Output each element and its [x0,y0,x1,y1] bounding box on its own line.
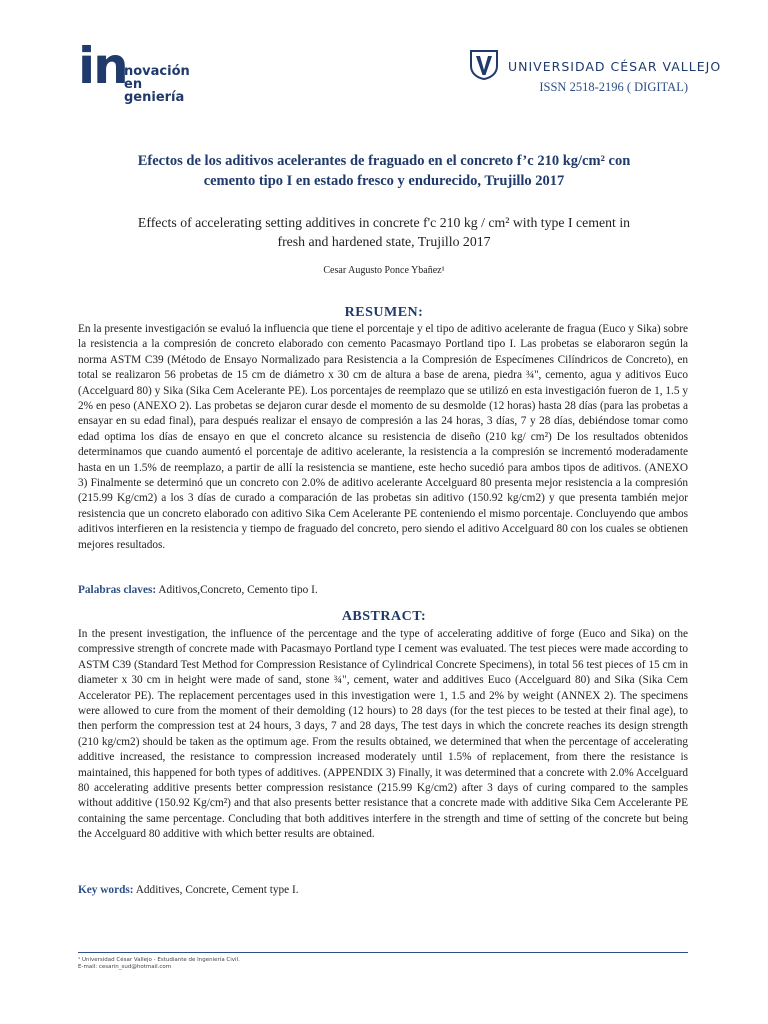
issn: ISSN 2518-2196 ( DIGITAL) [539,80,688,94]
journal-logo [78,37,208,105]
footnote-divider [78,952,688,953]
resumen-heading: RESUMEN: [344,305,424,320]
journal-logo-line2: geniería [124,90,185,105]
footnote-line1: ¹ Universidad César Vallejo - Estudiante de Ingeniería Civil. [78,957,240,963]
keywords-spanish [78,584,688,596]
footnote [78,957,240,971]
resumen-text: En la presente investigación se evaluó la influencia que tiene el porcentaje y el tipo de aditivo acelerante de fragua (Euco y Sika) sobre la resistencia a la compresión de concreto elaborado con cemento Pacasmayo Portland tipo I. Las probetas se elaboraron según la norma ASTM C39 (Método de Ensayo Normalizado para Resistencia a la Compresión de Especímenes Cilíndricos de Concreto), en total se realizaron 56 probetas de 15 cm de diámetro x 30 cm de altura a base de arena, piedra ¾'', cemento, agua y aditivos Euco (Accelguard 80) y Sika (Sika Cem Acelerante PE). Los porcentajes de reemplazo que se utilizó en esta investigación fueron de 1, 1.5 y 2% en peso (ANEXO 2). Las probetas se dejaron curar desde el momento de su desmolde (12 horas) hasta 28 días (para las probetas a ensayar en su edad final), para después realizar el ensayo de compresión a las 24 horas, 3 días, 7 y 28 días, debiéndose tomar como edad optima los días de ensayo en que el concreto alcance su resistencia de diseño (210 kg/ cm²) De los resultados obtenidos determinamos que cuando aumentó el porcentaje de aditivo acelerante, la resistencia a la compresión se incrementó moderadamente hasta en un 1.5% de reemplazo, a partir de allí la resistencia se mantiene, este hecho sucedió para ambos tipos de aditivos. (ANEXO 3) Finalmente se determinó que un concreto con 2.0% de aditivo acelerante Accelguard 80 presenta mejor resistencia a la compresión (215.99 Kg/cm2) a los 3 días de curado a comparación de las probetas sin aditivo (150.92 kg/cm2) y que presenta también mejor resistencia que un concreto elaborado con aditivo Sika Cem Acelerante PE conteniendo el mismo porcentaje. Concluyendo que ambos aditivos interfieren en la resistencia y tiempo de fraguado del concreto, pero siendo el aditivo Accelguard 80 con los cuales se obtienen mejores resultados. [78,323,688,551]
title-spanish: Efectos de los aditivos acelerantes de fraguado en el concreto f’c 210 kg/cm² con cemento tipo I en estado fresco y endurecido, Trujillo 2017 [137,153,631,189]
keywords-english-label: Key words: [78,884,134,896]
keywords-spanish-label: Palabras claves: [78,584,157,596]
keywords-english-values: Additives, Concrete, Cement type I. [133,884,299,896]
journal-logo-line1: novación en [124,64,190,92]
author: Cesar Augusto Ponce Ybañez¹ [323,265,445,276]
journal-logo-words [124,65,208,104]
university-name: UNIVERSIDAD CÉSAR VALLEJO [508,59,722,74]
university-shield-icon [470,50,498,80]
keywords-spanish-values: Aditivos,Concreto, Cemento tipo I. [156,584,318,596]
title-english: Effects of accelerating setting additives in concrete f'c 210 kg / cm² with type I cement in fresh and hardened state, Trujillo 2017 [137,215,631,249]
abstract-heading: ABSTRACT: [341,609,427,624]
keywords-english [78,884,688,896]
abstract-text: In the present investigation, the influence of the percentage and the type of accelerating additive of forge (Euco and Sika) on the compressive strength of concrete made with Pacasmayo Portland type I cement was evaluated. The test pieces were made according to ASTM C39 (Standard Test Method for Compression Resistance of Cylindrical Concrete Specimens), in total 56 test pieces of 15 cm in diameter x 30 cm in height were made of sand, stone ¾", cement, water and additives Euco (Accelguard 80) and Sika (Sika Cem Accelerator PE). The replacement percentages used in this investigation were 1, 1.5 and 2% by weight (ANNEX 2). The specimens were allowed to cure from the moment of their demolding (12 hours) to 28 days (for the test pieces to be tested at their final age), to then perform the compression test at 24 hours, 3 days, 7 and 28 days, The test days in which the concrete reaches its design strength (210 kg/cm2) should be taken as the optimum age. From the results obtained, we determined that when the percentage of accelerating additive increased, the resistance to compression increased moderately until 1.5% of replacement, from there the resistance is maintained, this happened for both types of additives. (APPENDIX 3) Finally, it was determined that a concrete with 2.0% Accelguard 80 accelerating additive presents better compression resistance (215.99 Kg/cm2) after 3 days of curing compared to the samples without additive (150.92 Kg/cm²) and that also presents better resistance that a concrete made with additive Sika Cem Accelerante PE containing the same percentage. Concluding that both additives interfere in the strength and time of setting of the concrete but being the Accelguard 80 additive with which better results are obtained. [78,628,688,841]
footnote-line2: E-mail: cesarin_sud@hotmail.com [78,964,172,970]
journal-logo-mark: in [78,37,127,95]
